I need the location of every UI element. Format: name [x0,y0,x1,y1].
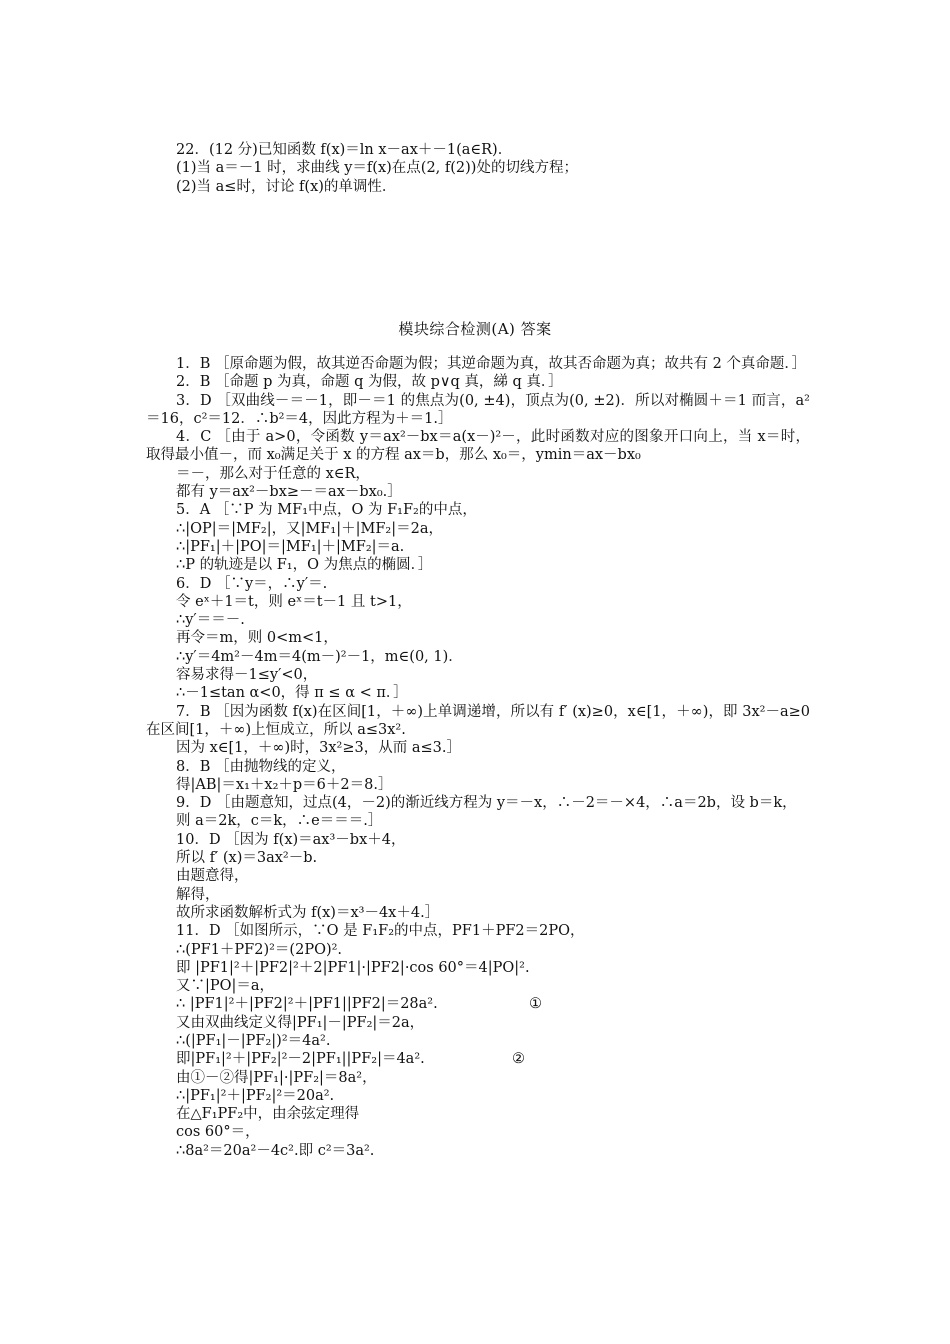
answer-6-line-7: ∴－1≤tan α<0，得 π ≤ α < π．］ [176,685,408,702]
answer-6-line-3: ∴y′＝＝－. [176,612,245,629]
answer-11-equation-1: ∴ |PF1|²＋|PF2|²＋|PF1||PF2|＝28a². [176,996,438,1013]
question-22-part-2: (2)当 a≤时，讨论 f(x)的单调性． [176,178,397,195]
answer-11-line-12: cos 60°＝， [176,1124,260,1141]
answer-8-line-2: 得|AB|＝x₁＋x₂＋p＝6＋2＝8.］ [176,776,393,793]
answer-5-line-2: ∴|OP|＝|MF₂|，又|MF₁|＋|MF₂|＝2a， [176,520,443,537]
answer-5-line-3: ∴|PF₁|＋|PO|＝|MF₁|＋|MF₂|＝a. [176,538,405,555]
answer-11-line-13: ∴8a²＝20a²－4c².即 c²＝3a². [176,1142,375,1159]
answer-11-line-3: 即 |PF1|²＋|PF2|²＋2|PF1|·|PF2|·cos 60°＝4|PO|². [176,959,530,976]
answer-11-line-6: 又由双曲线定义得|PF₁|－|PF₂|＝2a， [176,1014,425,1031]
answer-11-line-10: ∴|PF₁|²＋|PF₂|²＝20a². [176,1087,335,1104]
answer-4-line-3: 都有 y＝ax²－bx≥－＝ax－bx₀.］ [176,484,402,501]
answer-6-line-5: ∴y′＝4m²－4m＝4(m－)²－1，m∈(0, 1)． [176,648,463,665]
answer-7-line-2: 因为 x∈[1，＋∞)时，3x²≥3，从而 a≤3.］ [176,740,461,757]
answer-4: 4．C ［由于 a>0，令函数 y＝ax²－bx＝a(x－)²－，此时函数对应的图象开口向上，当 x＝时，取得最小值－，而 x₀满足关于 x 的方程 ax＝b，那么 x₀＝，ymin＝ax－bx₀ [146,429,810,464]
answers-section [146,355,810,1160]
answers-title: 模块综合检测(A) 答案 [398,320,552,338]
answer-6-line-1: 6．D ［∵y＝，∴y′＝. [176,575,328,592]
answer-6-line-2: 令 eˣ＋1＝t，则 eˣ＝t－1 且 t>1， [176,593,412,610]
question-22-stem: 22．(12 分)已知函数 f(x)＝ln x－ax＋－1(a∈R)． [176,142,513,158]
answer-11-line-4: 又∵|PO|＝a， [176,978,275,995]
answer-1: 1．B ［原命题为假，故其逆否命题为假；其逆命题为真，故其否命题为真；故共有 2 个真命题．］ [176,356,807,372]
answer-10-line-2: 所以 f′ (x)＝3ax²－b. [176,850,318,867]
answer-11-line-11: 在△F₁PF₂中，由余弦定理得 [176,1106,360,1123]
answer-10-line-3: 由题意得， [176,868,249,885]
answer-3: 3．D ［双曲线－＝－1，即－＝1 的焦点为(0, ±4)，顶点为(0, ±2)．所以对椭圆＋＝1 而言，a²＝16，c²＝12．∴b²＝4，因此方程为＋＝1.］ [146,392,810,427]
question-22 [176,141,856,196]
question-22-part-1: (1)当 a＝－1 时，求曲线 y＝f(x)在点(2, f(2))处的切线方程； [176,160,578,177]
answer-10-line-1: 10．D ［因为 f(x)＝ax³－bx＋4， [176,831,406,848]
answer-2: 2．B ［命题 p 为真，命题 q 为假，故 p∨q 真，綈 q 真．］ [176,374,563,391]
equation-marker-1: ① [528,996,542,1013]
answer-4-line-2: ＝－，那么对于任意的 x∈R， [176,465,370,482]
answer-10-line-5: 故所求函数解析式为 f(x)＝x³－4x＋4.］ [176,904,440,921]
answer-6-line-4: 再令＝m，则 0<m<1， [176,630,338,647]
answer-11-line-7: ∴(|PF₁|－|PF₂|)²＝4a². [176,1032,331,1049]
answer-11-line-8 [146,1050,810,1068]
answer-11-equation-2: 即|PF₁|²＋|PF₂|²－2|PF₁||PF₂|＝4a². [176,1051,425,1068]
answer-9-line-2: 则 a＝2k，c＝k，∴e＝＝＝.］ [176,813,383,830]
answer-11-line-5 [146,995,810,1013]
answer-5-line-4: ∴P 的轨迹是以 F₁，O 为焦点的椭圆．］ [176,557,433,574]
answer-11-line-2: ∴(PF1＋PF2)²＝(2PO)². [176,941,343,958]
answer-9: 9．D ［由题意知，过点(4，－2)的渐近线方程为 y＝－x，∴－2＝－×4，∴a＝2b，设 b＝k， [176,795,797,812]
answer-6-line-6: 容易求得－1≤y′<0， [176,667,318,684]
answer-10-line-4: 解得， [176,886,220,903]
answer-11-line-1: 11．D ［如图所示，∵O 是 F₁F₂的中点，PF1＋PF2＝2PO， [176,923,585,940]
answer-11-line-9: 由①－②得|PF₁|·|PF₂|＝8a²， [176,1069,377,1086]
answer-8-line-1: 8．B ［由抛物线的定义， [176,758,346,775]
answer-7: 7．B ［因为函数 f(x)在区间[1，＋∞)上单调递增，所以有 f′ (x)≥0，x∈[1，＋∞)，即 3x²－a≥0 在区间[1，＋∞)上恒成立，所以 a≤3x². [146,703,810,738]
equation-marker-2: ② [511,1051,525,1068]
answer-5-line-1: 5．A ［∵P 为 MF₁中点，O 为 F₁F₂的中点， [176,502,477,519]
